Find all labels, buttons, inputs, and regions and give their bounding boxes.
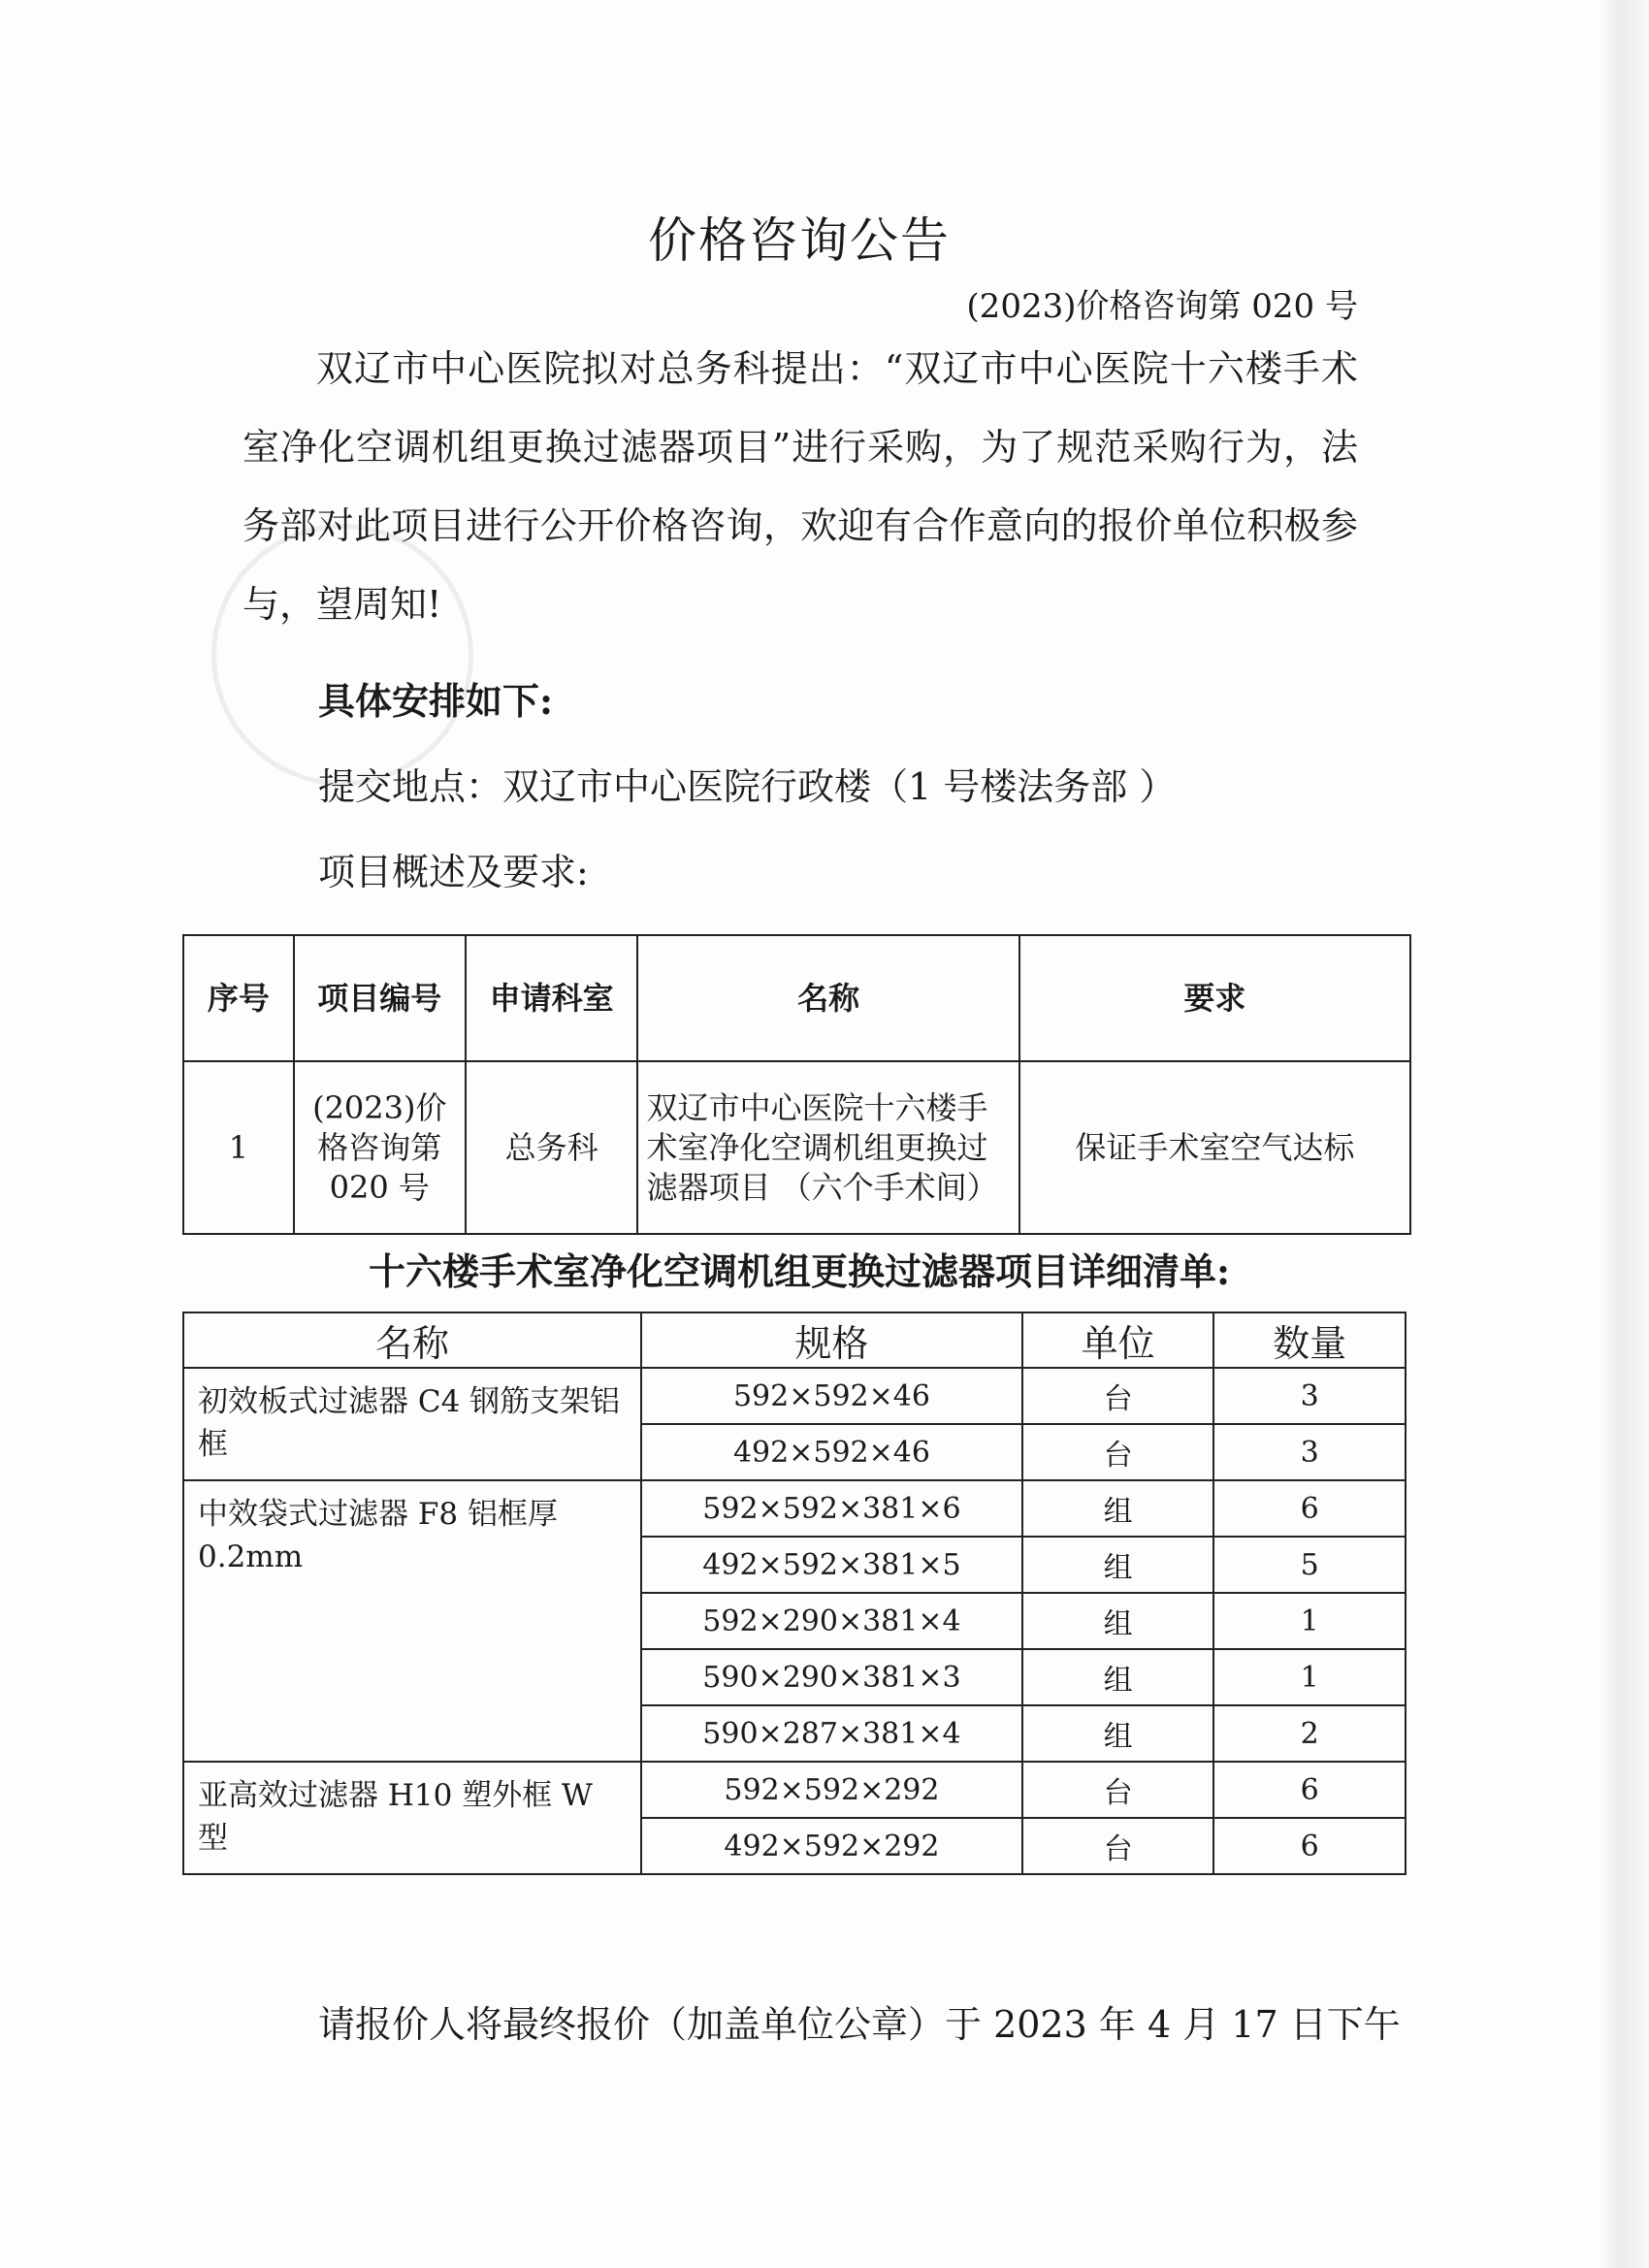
cell-spec: 492×592×46: [641, 1424, 1022, 1480]
cell-unit: 组: [1022, 1705, 1214, 1762]
header-cell: 数量: [1213, 1312, 1406, 1368]
cell-unit: 台: [1022, 1818, 1214, 1874]
cell-qty: 6: [1213, 1818, 1406, 1874]
cell-item-name: 亚高效过滤器 H10 塑外框 W 型: [183, 1762, 641, 1874]
header-cell: 要求: [1019, 935, 1410, 1061]
project-table: [182, 934, 1411, 1235]
table-row: [183, 1061, 1410, 1234]
cell-qty: 3: [1213, 1368, 1406, 1424]
cell-unit: 台: [1022, 1424, 1214, 1480]
cell-index: 1: [183, 1061, 294, 1234]
cell-unit: 台: [1022, 1368, 1214, 1424]
cell-requirement: 保证手术室空气达标: [1019, 1061, 1410, 1234]
cell-qty: 3: [1213, 1424, 1406, 1480]
overview-heading: 项目概述及要求:: [318, 851, 589, 893]
cell-qty: 6: [1213, 1480, 1406, 1537]
cell-unit: 组: [1022, 1537, 1214, 1593]
cell-spec: 492×592×292: [641, 1818, 1022, 1874]
document-title: 价格咨询公告: [648, 212, 951, 269]
project-table-header: [183, 935, 1410, 1061]
cell-project-no: (2023)价格咨询第 020 号: [294, 1061, 466, 1234]
cell-item-name: 中效袋式过滤器 F8 铝框厚 0.2mm: [183, 1480, 641, 1762]
cell-qty: 5: [1213, 1537, 1406, 1593]
cell-qty: 1: [1213, 1593, 1406, 1649]
cell-item-name: 初效板式过滤器 C4 钢筋支架铝框: [183, 1368, 641, 1480]
cell-qty: 2: [1213, 1705, 1406, 1762]
cell-unit: 台: [1022, 1762, 1214, 1818]
table-row: [183, 1368, 1406, 1424]
cell-unit: 组: [1022, 1593, 1214, 1649]
scan-edge: [1599, 0, 1649, 2268]
cell-spec: 590×290×381×3: [641, 1649, 1022, 1705]
header-cell: 规格: [641, 1312, 1022, 1368]
cell-spec: 590×287×381×4: [641, 1705, 1022, 1762]
cell-department: 总务科: [466, 1061, 638, 1234]
table-row: [183, 1762, 1406, 1818]
cell-unit: 组: [1022, 1649, 1214, 1705]
cell-qty: 6: [1213, 1762, 1406, 1818]
header-cell: 申请科室: [466, 935, 638, 1061]
intro-paragraph: 双辽市中心医院拟对总务科提出：“双辽市中心医院十六楼手术室净化空调机组更换过滤器项目”进行采购，为了规范采购行为，法务部对此项目进行公开价格咨询，欢迎有合作意向的报价单位积极参与，望周知!: [242, 347, 1358, 626]
arrangement-heading: 具体安排如下:: [318, 679, 554, 723]
cell-unit: 组: [1022, 1480, 1214, 1537]
cell-spec: 592×592×381×6: [641, 1480, 1022, 1537]
header-cell: 项目编号: [294, 935, 466, 1061]
cell-spec: 492×592×381×5: [641, 1537, 1022, 1593]
cell-project-name: 双辽市中心医院十六楼手术室净化空调机组更换过滤器项目 （六个手术间）: [637, 1061, 1018, 1234]
header-cell: 名称: [637, 935, 1018, 1061]
table-row: [183, 1480, 1406, 1537]
detail-table: [182, 1312, 1406, 1875]
cell-spec: 592×290×381×4: [641, 1593, 1022, 1649]
cell-spec: 592×592×46: [641, 1368, 1022, 1424]
submit-location: 提交地点：双辽市中心医院行政楼（1 号楼法务部 ）: [318, 765, 1177, 808]
detail-table-header: [183, 1312, 1406, 1368]
header-cell: 序号: [183, 935, 294, 1061]
closing-line: 请报价人将最终报价（加盖单位公章）于 2023 年 4 月 17 日下午: [318, 2003, 1401, 2046]
header-cell: 名称: [183, 1312, 641, 1368]
header-cell: 单位: [1022, 1312, 1214, 1368]
detail-list-title: 十六楼手术室净化空调机组更换过滤器项目详细清单:: [368, 1249, 1231, 1293]
document-number: (2023)价格咨询第 020 号: [966, 287, 1358, 326]
cell-qty: 1: [1213, 1649, 1406, 1705]
cell-spec: 592×592×292: [641, 1762, 1022, 1818]
